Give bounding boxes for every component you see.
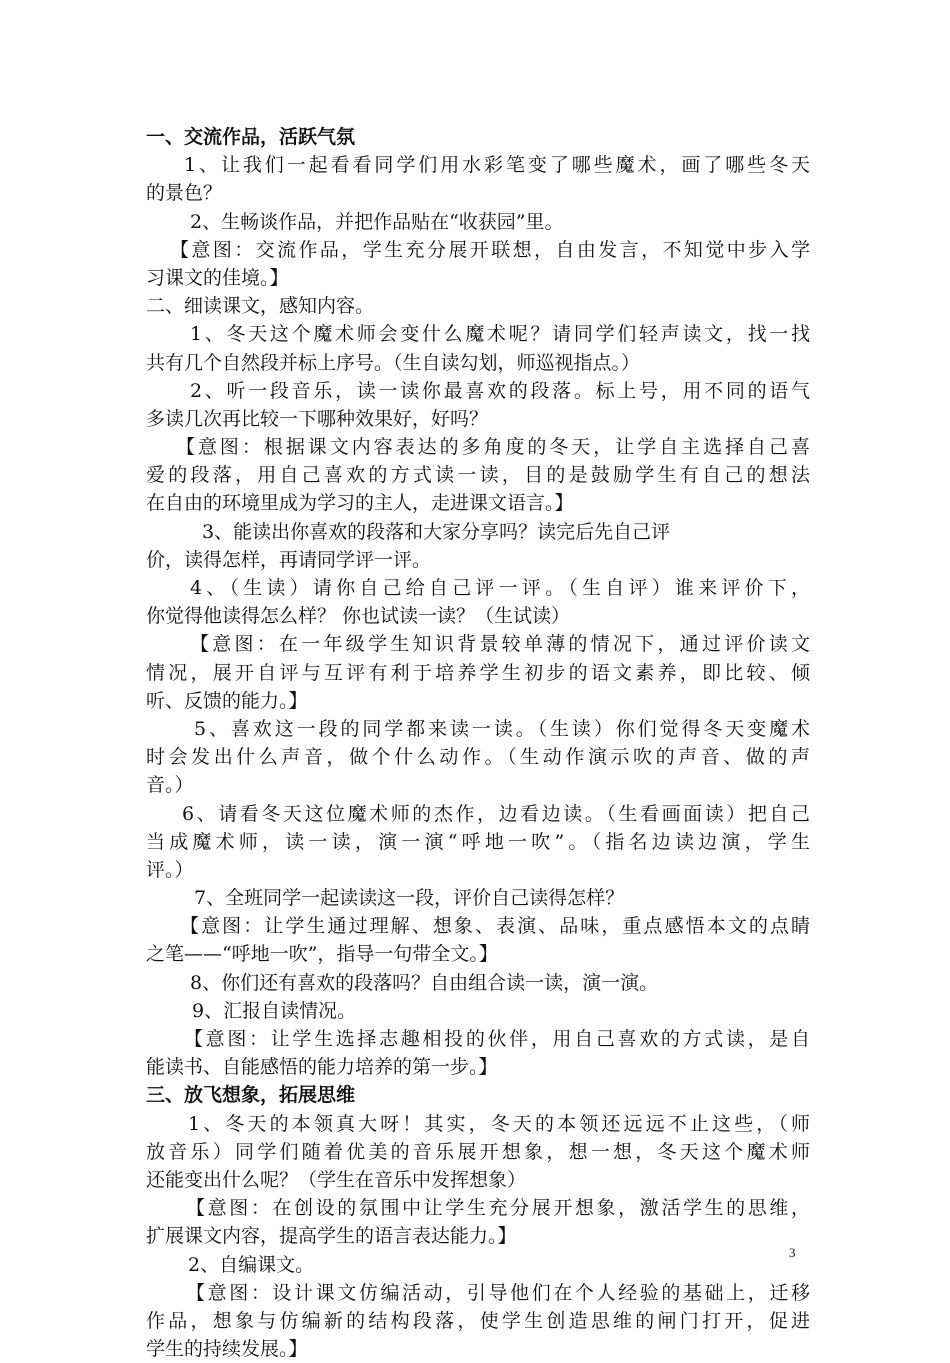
- text-line: 二、细读课文，感知内容。: [146, 295, 375, 318]
- text-line: 【意图：在创设的氛围中让学生充分展开想象，激活学生的思维，: [186, 1197, 810, 1220]
- text-line: 5、喜欢这一段的同学都来读一读。（生读）你们觉得冬天变魔术: [194, 717, 810, 740]
- text-line: 情况，展开自评与互评有利于培养学生初步的语文素养，即比较、倾: [146, 661, 810, 684]
- section-heading: 一、交流作品，活跃气氛: [146, 126, 356, 148]
- page-number: 3: [789, 1245, 796, 1260]
- text-line: 能读书、自能感悟的能力培养的第一步。】: [146, 1056, 498, 1079]
- text-line: 价，读得怎样，再请同学评一评。: [146, 548, 432, 571]
- text-line: 放音乐）同学们随着优美的音乐展开想象，想一想，冬天这个魔术师: [146, 1140, 810, 1163]
- text-line: 2、听一段音乐，读一读你最喜欢的段落。标上号，用不同的语气: [190, 379, 810, 402]
- text-line: 【意图：设计课文仿编活动，引导他们在个人经验的基础上，迁移: [186, 1281, 810, 1304]
- text-line: 3、能读出你喜欢的段落和大家分享吗？读完后先自己评: [202, 520, 671, 543]
- text-line: 1、冬天的本领真大呀！其实，冬天的本领还远远不止这些，（师: [188, 1112, 810, 1135]
- text-line: 爱的段落，用自己喜欢的方式读一读，目的是鼓励学生有自己的想法: [146, 464, 810, 487]
- text-line: 在自由的环境里成为学习的主人，走进课文语言。】: [146, 492, 574, 515]
- text-line: 6、请看冬天这位魔术师的杰作，边看边读。（生看画面读）把自己: [182, 802, 810, 825]
- text-line: 共有几个自然段并标上序号。（生自读勾划，师巡视指点。）: [146, 351, 641, 374]
- text-line: 音。）: [146, 774, 194, 797]
- text-line: 习课文的佳境。】: [146, 266, 289, 289]
- text-line: 【意图：让学生选择志趣相投的伙伴，用自己喜欢的方式读，是自: [184, 1028, 810, 1050]
- text-line: 2、生畅谈作品，并把作品贴在“收获园”里。: [190, 210, 564, 233]
- text-line: 【意图：让学生通过理解、想象、表演、品味，重点感悟本文的点睛: [180, 915, 810, 938]
- document-body: [146, 123, 810, 1363]
- text-line: 9、汇报自读情况。: [192, 999, 357, 1022]
- text-line: 1、冬天这个魔术师会变什么魔术呢？请同学们轻声读文，找一找: [190, 323, 810, 346]
- text-line: 你觉得他读得怎么样？ 你也试读一读？（生试读）: [146, 605, 571, 628]
- text-line: 评。）: [146, 858, 194, 881]
- text-line: 【意图：根据课文内容表达的多角度的冬天，让学自主选择自己喜: [176, 436, 810, 459]
- text-line: 之笔——“呼地一吹”，指导一句带全文。】: [146, 943, 498, 966]
- section-heading: 三、放飞想象，拓展思维: [146, 1084, 356, 1107]
- text-line: 的景色？: [146, 182, 223, 205]
- text-line: 扩展课文内容，提高学生的语言表达能力。】: [146, 1225, 517, 1248]
- text-line: 【意图：交流作品，学生充分展开联想，自由发言，不知觉中步入学: [170, 238, 810, 261]
- text-line: 作品，想象与仿编新的结构段落，使学生创造思维的闸门打开，促进: [146, 1309, 810, 1332]
- text-line: 当成魔术师，读一读，演一演“呼地一吹”。（指名边读边演，学生: [146, 830, 810, 853]
- text-line: 4、（生读）请你自己给自己评一评。（生自评）谁来评价下，: [190, 577, 810, 599]
- text-line: 1、让我们一起看看同学们用水彩笔变了哪些魔术，画了哪些冬天: [184, 154, 810, 177]
- text-line: 还能变出什么呢？（学生在音乐中发挥想象）: [146, 1168, 527, 1191]
- text-line: 2、自编课文。: [188, 1253, 315, 1276]
- text-line: 【意图：在一年级学生知识背景较单薄的情况下，通过评价读文: [190, 633, 810, 656]
- text-line: 时会发出什么声音，做个什么动作。（生动作演示吹的声音、做的声: [146, 746, 810, 769]
- text-line: 多读几次再比较一下哪种效果好，好吗？: [146, 407, 489, 430]
- text-line: 7、全班同学一起读读这一段，评价自己读得怎样？: [194, 887, 625, 910]
- text-line: 学生的持续发展。】: [146, 1338, 308, 1361]
- text-line: 听、反馈的能力。】: [146, 689, 308, 712]
- text-line: 8、你们还有喜欢的段落吗？自由组合读一读，演一演。: [190, 971, 659, 994]
